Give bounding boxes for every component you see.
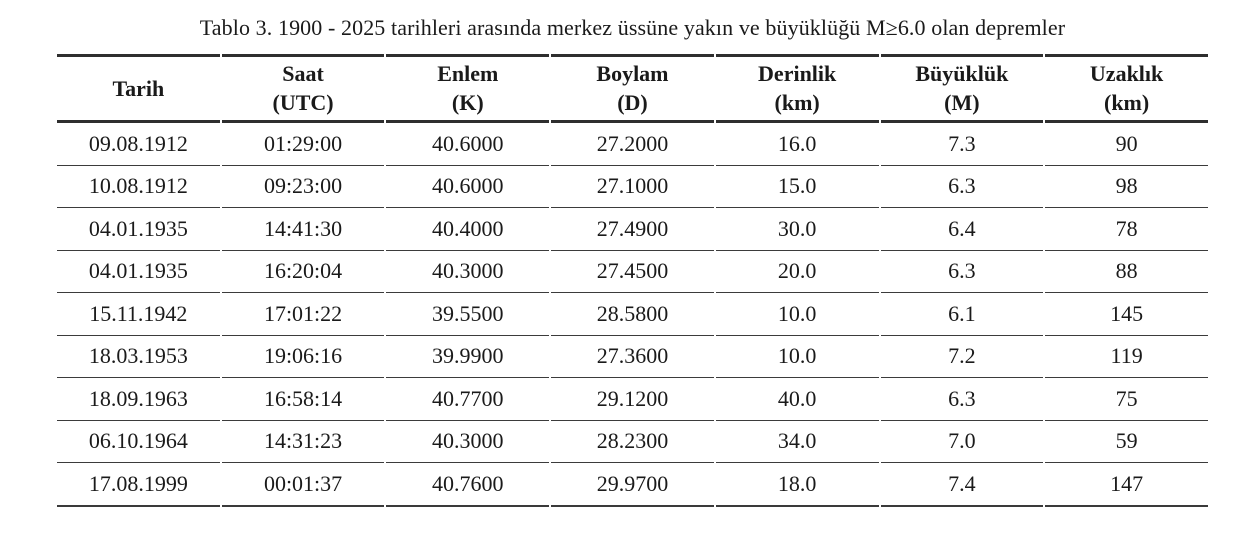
cell-uzaklik: 147: [1045, 463, 1208, 507]
table-row: [57, 463, 1208, 507]
table-row: [57, 336, 1208, 379]
table-row: [57, 378, 1208, 421]
cell-saat: 16:20:04: [222, 251, 385, 294]
table-header: [57, 54, 1208, 123]
column-unit: (km): [1104, 90, 1150, 115]
cell-buyukluk: 7.0: [881, 421, 1044, 464]
cell-enlem: 40.7600: [386, 463, 549, 507]
cell-buyukluk: 7.3: [881, 123, 1044, 166]
table-row: [57, 166, 1208, 209]
table-row: [57, 421, 1208, 464]
cell-saat: 16:58:14: [222, 378, 385, 421]
cell-saat: 09:23:00: [222, 166, 385, 209]
column-header-buyukluk: [881, 54, 1044, 123]
cell-derinlik: 10.0: [716, 293, 879, 336]
cell-uzaklik: 145: [1045, 293, 1208, 336]
cell-uzaklik: 119: [1045, 336, 1208, 379]
cell-tarih: 04.01.1935: [57, 251, 220, 294]
cell-buyukluk: 6.1: [881, 293, 1044, 336]
cell-boylam: 29.9700: [551, 463, 714, 507]
cell-tarih: 15.11.1942: [57, 293, 220, 336]
column-unit: (M): [944, 90, 980, 115]
column-label: Uzaklık: [1089, 61, 1164, 86]
cell-boylam: 27.4900: [551, 208, 714, 251]
cell-boylam: 27.4500: [551, 251, 714, 294]
cell-saat: 14:31:23: [222, 421, 385, 464]
cell-tarih: 10.08.1912: [57, 166, 220, 209]
cell-buyukluk: 7.2: [881, 336, 1044, 379]
cell-derinlik: 20.0: [716, 251, 879, 294]
cell-derinlik: 30.0: [716, 208, 879, 251]
cell-tarih: 18.03.1953: [57, 336, 220, 379]
cell-enlem: 40.3000: [386, 251, 549, 294]
cell-derinlik: 16.0: [716, 123, 879, 166]
cell-derinlik: 34.0: [716, 421, 879, 464]
cell-uzaklik: 78: [1045, 208, 1208, 251]
table-title: Tablo 3. 1900 - 2025 tarihleri arasında merkez üssüne yakın ve büyüklüğü M≥6.0 olan depremler: [199, 15, 1066, 40]
cell-uzaklik: 88: [1045, 251, 1208, 294]
cell-boylam: 27.3600: [551, 336, 714, 379]
cell-saat: 00:01:37: [222, 463, 385, 507]
column-header-derinlik: [716, 54, 879, 123]
column-unit: (km): [774, 90, 820, 115]
cell-tarih: 17.08.1999: [57, 463, 220, 507]
cell-derinlik: 40.0: [716, 378, 879, 421]
cell-enlem: 40.3000: [386, 421, 549, 464]
cell-derinlik: 18.0: [716, 463, 879, 507]
cell-boylam: 28.2300: [551, 421, 714, 464]
column-header-boylam: [551, 54, 714, 123]
cell-enlem: 39.9900: [386, 336, 549, 379]
cell-buyukluk: 6.3: [881, 378, 1044, 421]
column-label: Derinlik: [758, 61, 837, 86]
column-header-tarih: [57, 54, 220, 123]
cell-enlem: 40.6000: [386, 123, 549, 166]
cell-buyukluk: 7.4: [881, 463, 1044, 507]
cell-tarih: 04.01.1935: [57, 208, 220, 251]
cell-uzaklik: 90: [1045, 123, 1208, 166]
column-unit: (UTC): [272, 90, 334, 115]
cell-uzaklik: 75: [1045, 378, 1208, 421]
column-label: Enlem: [437, 61, 499, 86]
cell-saat: 19:06:16: [222, 336, 385, 379]
column-header-uzaklik: [1045, 54, 1208, 123]
column-header-enlem: [386, 54, 549, 123]
column-label: Saat: [282, 61, 324, 86]
cell-enlem: 40.6000: [386, 166, 549, 209]
cell-boylam: 27.2000: [551, 123, 714, 166]
cell-buyukluk: 6.3: [881, 166, 1044, 209]
cell-saat: 17:01:22: [222, 293, 385, 336]
table-row: [57, 123, 1208, 166]
table-row: [57, 208, 1208, 251]
column-label: Boylam: [596, 61, 669, 86]
cell-boylam: 29.1200: [551, 378, 714, 421]
table-row: [57, 293, 1208, 336]
cell-saat: 14:41:30: [222, 208, 385, 251]
cell-enlem: 39.5500: [386, 293, 549, 336]
cell-saat: 01:29:00: [222, 123, 385, 166]
table-row: [57, 251, 1208, 294]
cell-boylam: 27.1000: [551, 166, 714, 209]
cell-tarih: 09.08.1912: [57, 123, 220, 166]
table-body: [57, 123, 1208, 507]
cell-buyukluk: 6.4: [881, 208, 1044, 251]
cell-derinlik: 10.0: [716, 336, 879, 379]
cell-tarih: 06.10.1964: [57, 421, 220, 464]
cell-buyukluk: 6.3: [881, 251, 1044, 294]
cell-tarih: 18.09.1963: [57, 378, 220, 421]
cell-boylam: 28.5800: [551, 293, 714, 336]
column-unit: (K): [451, 90, 484, 115]
cell-derinlik: 15.0: [716, 166, 879, 209]
cell-uzaklik: 59: [1045, 421, 1208, 464]
table-header-row: [57, 54, 1208, 123]
cell-enlem: 40.7700: [386, 378, 549, 421]
column-label: Büyüklük: [915, 61, 1009, 86]
column-label: Tarih: [112, 75, 165, 101]
cell-enlem: 40.4000: [386, 208, 549, 251]
cell-uzaklik: 98: [1045, 166, 1208, 209]
earthquake-table: [55, 54, 1210, 507]
document-page: [0, 13, 1248, 535]
column-header-saat: [222, 54, 385, 123]
column-unit: (D): [617, 90, 648, 115]
